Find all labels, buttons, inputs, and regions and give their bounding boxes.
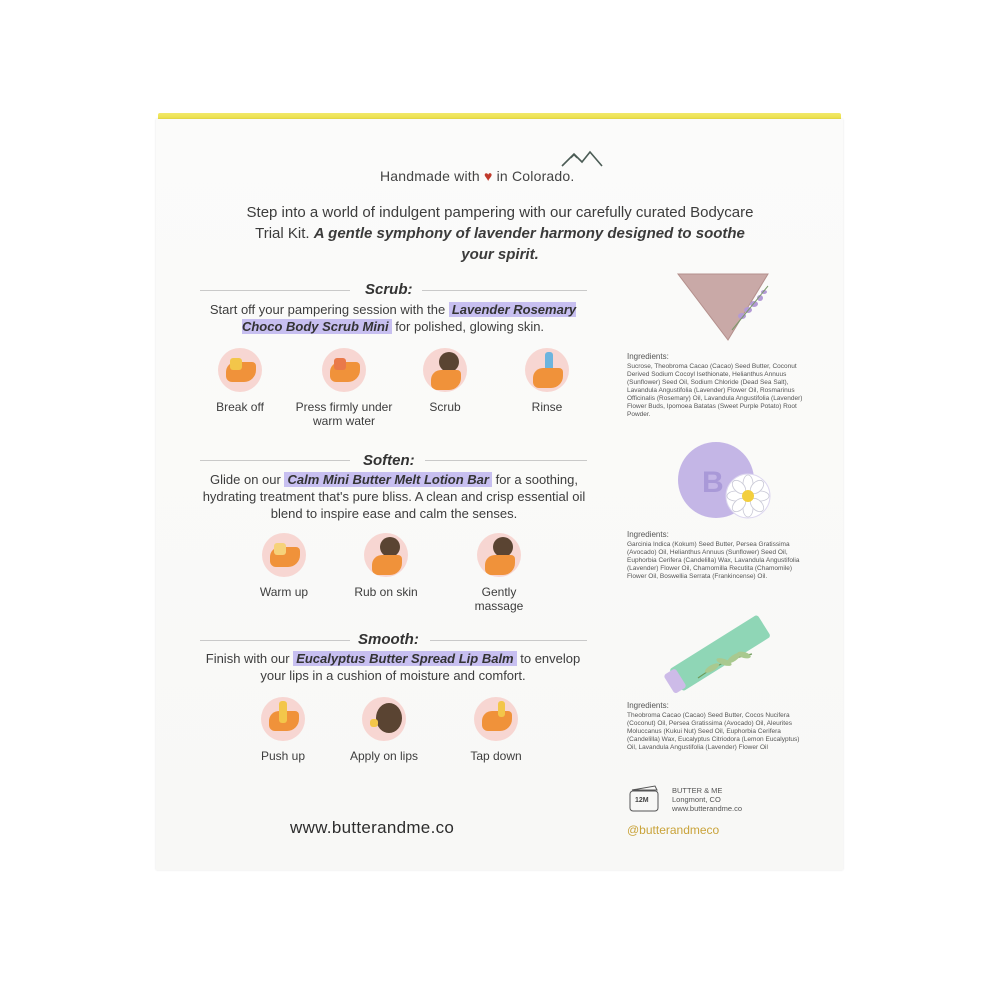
break-off-icon (218, 348, 262, 392)
divider (200, 460, 350, 461)
soften-product-name: Calm Mini Butter Melt Lotion Bar (284, 472, 492, 487)
svg-text:B: B (702, 466, 724, 499)
ingredients-label-1: Ingredients: (627, 352, 669, 361)
push-up-icon (261, 697, 305, 741)
website-url: www.butterandme.co (290, 818, 455, 837)
rinse-icon (525, 348, 569, 392)
smooth-product-name: Eucalyptus Butter Spread Lip Balm (293, 651, 516, 666)
scrub-product-illustration (676, 270, 776, 342)
scrub-title: Scrub: (365, 281, 413, 298)
ingredients-label-2: Ingredients: (627, 530, 669, 539)
soften-description: Glide on our Calm Mini Butter Melt Lotion Bar for a soothing, hydrating treatment that's pure bliss. A clean and crisp essential oil blend to inspire ease and calm the senses. (202, 472, 586, 521)
lip-balm-illustration (660, 608, 780, 694)
step-push-up: Push up (233, 697, 333, 763)
step-scrub: Scrub (395, 348, 495, 414)
divider (422, 290, 587, 291)
step-warm-up: Warm up (234, 533, 334, 599)
scrub-icon (423, 348, 467, 392)
heart-icon: ♥ (483, 168, 493, 184)
step-gently-massage: Gently massage (449, 533, 549, 613)
warm-up-icon (262, 533, 306, 577)
press-water-icon (322, 348, 366, 392)
rub-on-skin-icon (364, 533, 408, 577)
step-rinse: Rinse (497, 348, 597, 414)
ingredients-list-2: Garcinia Indica (Kokum) Seed Butter, Persea Gratissima (Avocado) Oil, Helianthus Annuus (Sunflower) Seed Oil, Euphorbia Cerifera (Candelilla) Wax, Lavandula Angustifolia (Lavender) Flower Oil, Chamomilla Recutita (Chamomile) Flower Oil, Boswellia Serrata (Frankincense) Oil. (627, 541, 800, 580)
ingredients-list-1: Sucrose, Theobroma Cacao (Cacao) Seed Butter, Coconut Derived Sodium Cocoyl Isethionate, Helianthus Annuus (Sunflower) Seed Oil, Sodium Chloride (Dead Sea Salt), Lavandula Angustifolia (Lavender) Flower Oil, Rosmarinus Officinalis (Rosemary) Oil, Lavandula Angustifolia (Lavender) Flower Buds, Ipomoea Batatas (Sweet Purple Potato) Root Powder. (627, 363, 803, 418)
smooth-description: Finish with our Eucalyptus Butter Spread Lip Balm to envelop your lips in a cushion of moisture and comfort. (205, 651, 581, 683)
step-rub-on-skin: Rub on skin (336, 533, 436, 599)
scrub-product-name: Lavender Rosemary Choco Body Scrub Mini (241, 302, 577, 334)
step-apply-on-lips: Apply on lips (334, 697, 434, 763)
lotion-bar-illustration (676, 440, 776, 524)
smooth-title: Smooth: (358, 631, 419, 648)
pao-label: 12M (635, 797, 649, 804)
pao-jar-icon (627, 784, 663, 814)
company-address: BUTTER & ME Longmont, CO www.butterandme.co (672, 786, 743, 813)
handmade-tagline: Handmade with ♥ in Colorado. (380, 168, 575, 184)
ingredients-label-3: Ingredients: (627, 701, 669, 710)
instagram-handle: @butterandmeco (627, 823, 720, 837)
step-tap-down: Tap down (446, 697, 546, 763)
apply-on-lips-icon (362, 697, 406, 741)
step-press-water: Press firmly under warm water (294, 348, 394, 428)
divider (200, 640, 350, 641)
divider (425, 460, 587, 461)
soften-title: Soften: (363, 452, 415, 469)
ingredients-list-3: Theobroma Cacao (Cacao) Seed Butter, Cocos Nucifera (Coconut) Oil, Persea Gratissima (Avocado) Oil, Aleurites Moluccanus (Kukui Nut) Seed Oil, Euphorbia Cerifera (Candelilla) Wax, Eucalyptus Citriodora (Lemon Eucalyptus) Oil, Lavandula Angustifolia (Lavender) Flower Oil (627, 712, 800, 751)
divider (200, 290, 350, 291)
scrub-description: Start off your pampering session with the Lavender Rosemary Choco Body Scrub Mini for polished, glowing skin. (209, 302, 577, 334)
intro-text: Step into a world of indulgent pampering with our carefully curated Bodycare Trial Kit. A gentle symphony of lavender harmony designed to soothe your spirit. (246, 204, 754, 263)
mountain-logo-icon (560, 150, 604, 168)
gently-massage-icon (477, 533, 521, 577)
step-break-off: Break off (190, 348, 290, 414)
tap-down-icon (474, 697, 518, 741)
divider (430, 640, 587, 641)
